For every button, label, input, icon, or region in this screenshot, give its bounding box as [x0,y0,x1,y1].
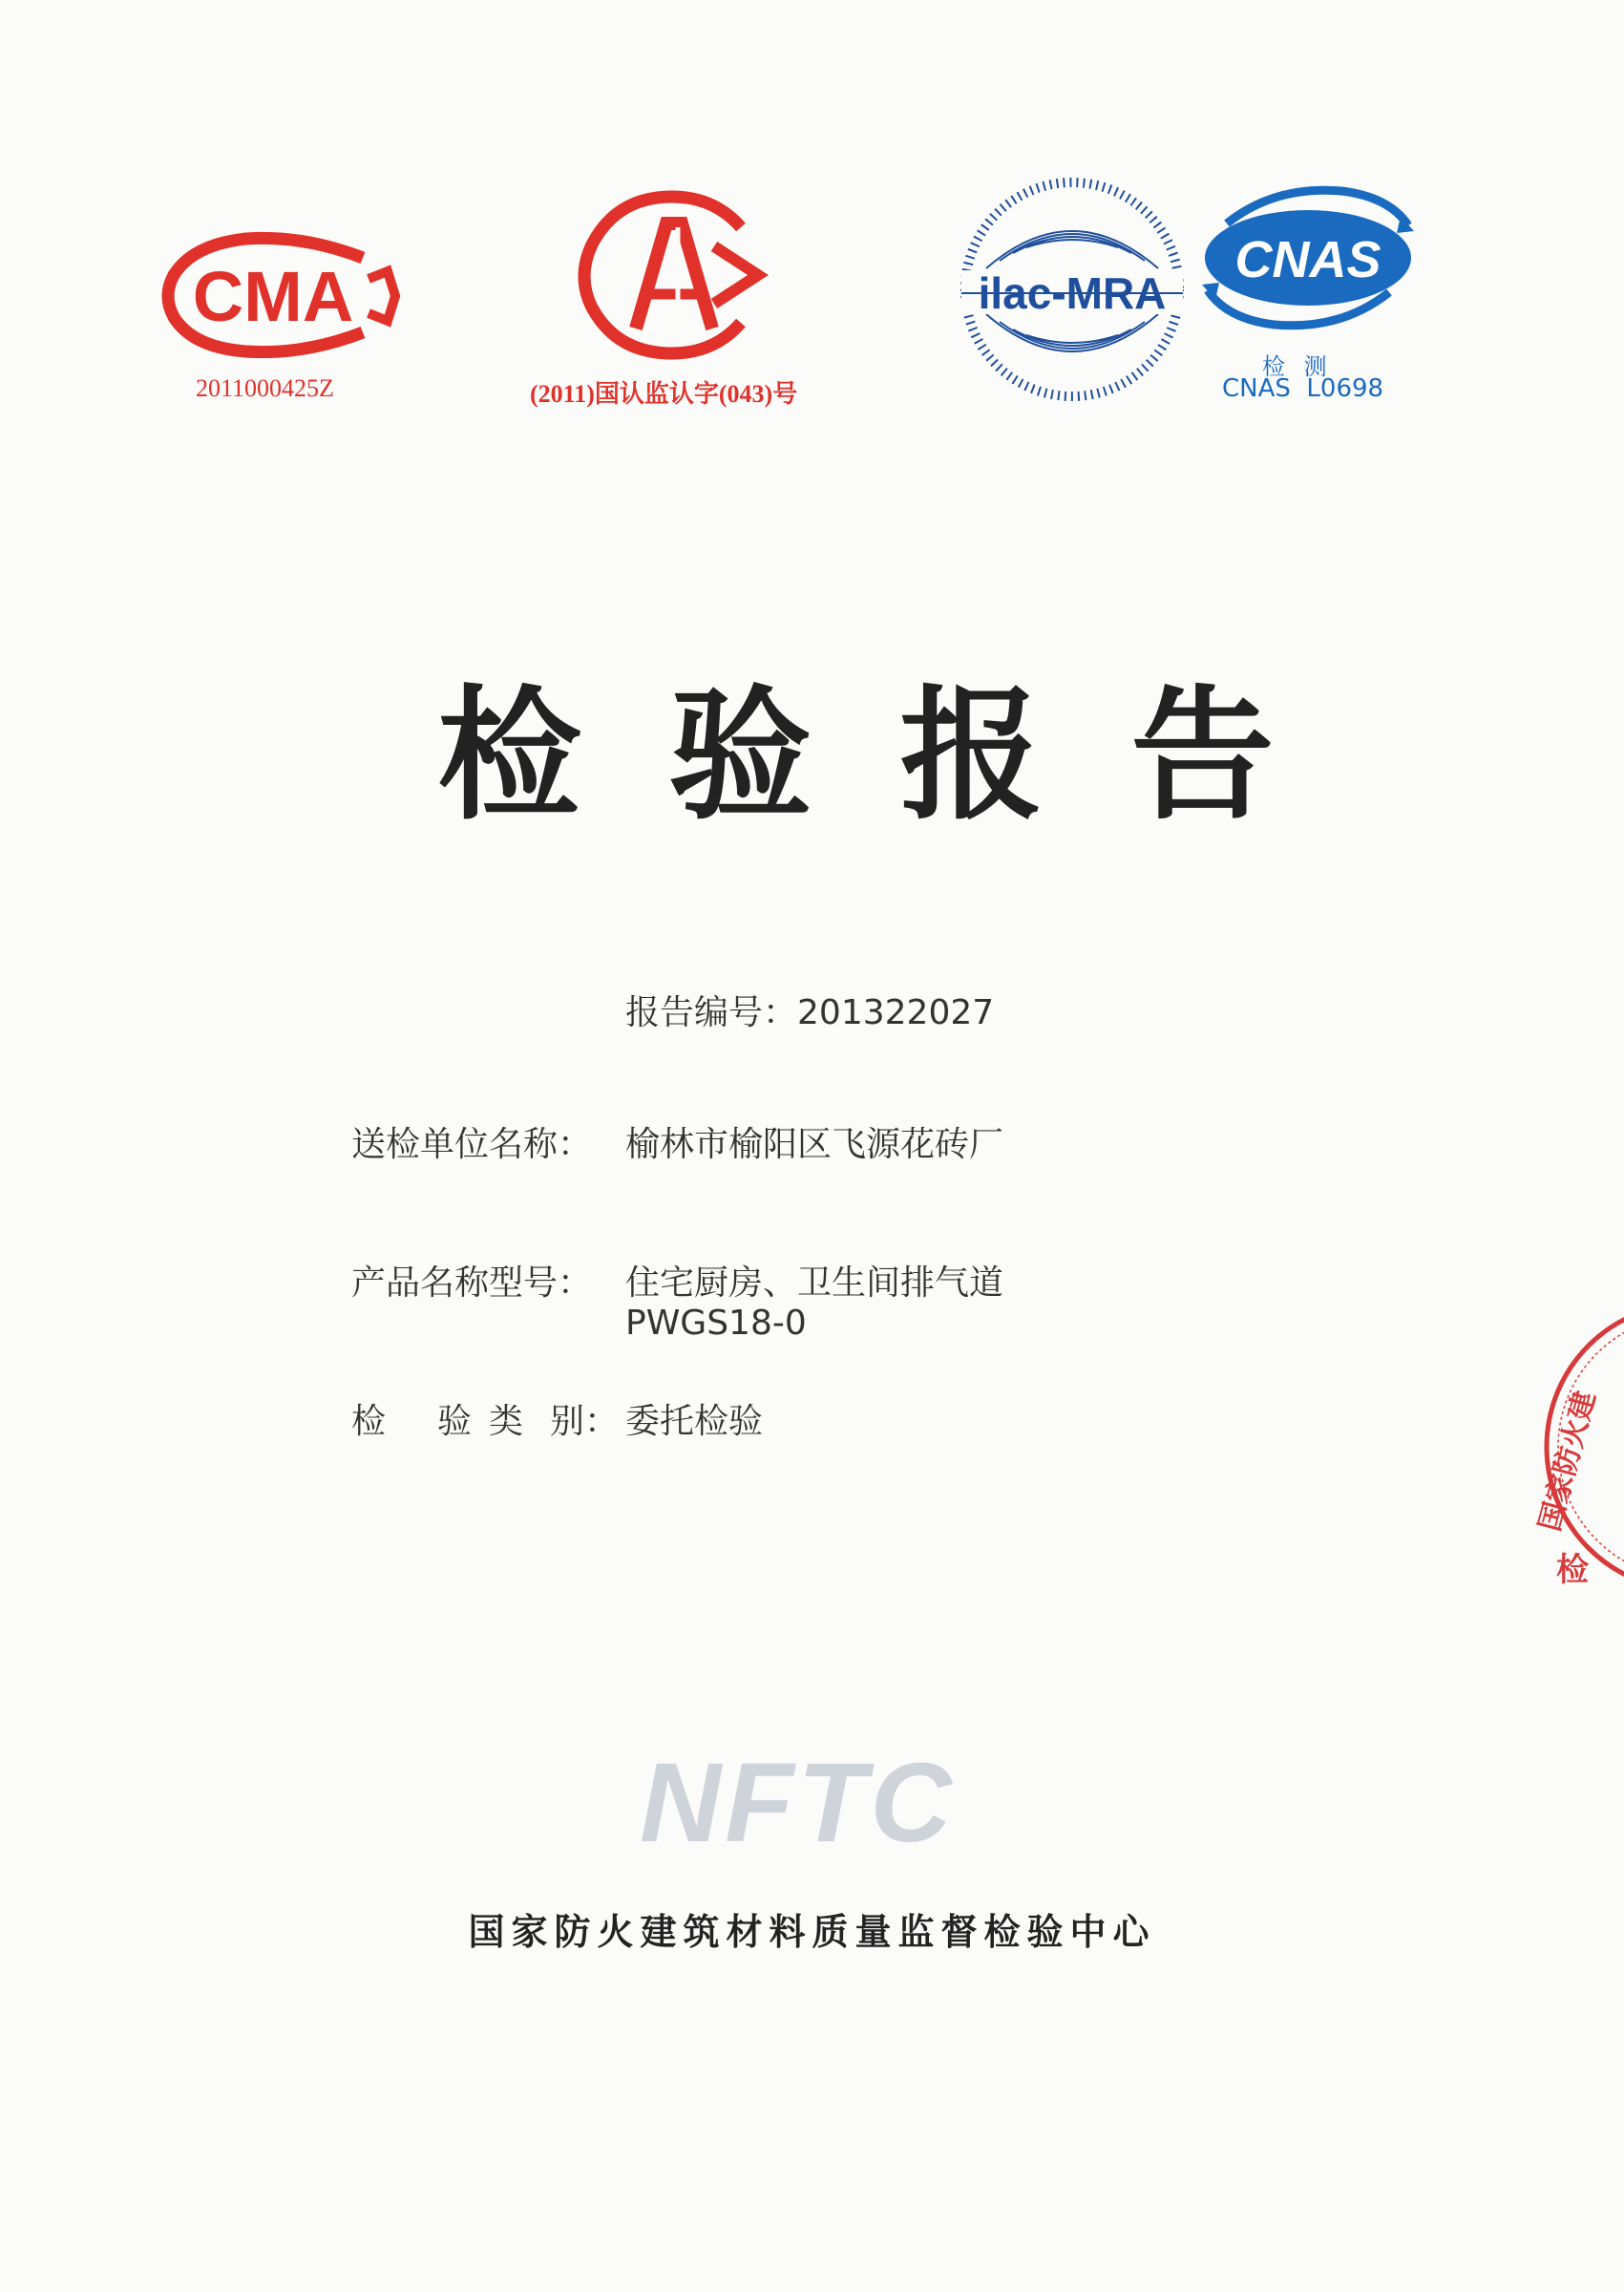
report-number-label: 报告编号： [625,993,798,1032]
cal-logo [571,189,781,361]
cma-caption: 2011000425Z [196,374,334,402]
svg-text:检: 检 [1556,1551,1589,1589]
ilac-mark: ilac-MRA [978,268,1167,318]
field-type-value: 委托检验 [625,1402,764,1441]
field-client-label: 送检单位名称： [351,1125,593,1164]
report-number [625,986,994,1034]
seal-text: 国家防火建 [1532,1388,1603,1536]
field-product-label: 产品名称型号： [351,1263,593,1303]
organization-name: 国家防火建筑材料质量监督检验中心 [468,1911,1156,1953]
nftc-watermark: NFTC [640,1740,956,1866]
field-product-model-value: PWGS18-0 [625,1304,807,1343]
cal-caption: (2011)国认监认字(043)号 [530,380,798,408]
cnas-mark: CNAS [1234,231,1381,288]
report-number-value: 201322027 [797,993,995,1032]
field-product-value: 住宅厨房、卫生间排气道 [625,1263,1004,1303]
ilac-mra-logo [958,175,1187,404]
page-title: 检验报告 [437,673,1362,839]
field-type-label: 检 验 类 别： [351,1402,620,1441]
cnas-logo [1198,181,1418,353]
cnas-sub-cn: 检 测 [1262,353,1333,380]
cma-logo [160,229,401,358]
cal-mark: CAL [675,356,677,357]
cma-mark: CMA [192,257,354,336]
field-client-value: 榆林市榆阳区飞源花砖厂 [625,1125,1004,1164]
cnas-code: CNAS L0698 [1222,374,1384,403]
red-seal-stamp [1499,1294,1624,1603]
